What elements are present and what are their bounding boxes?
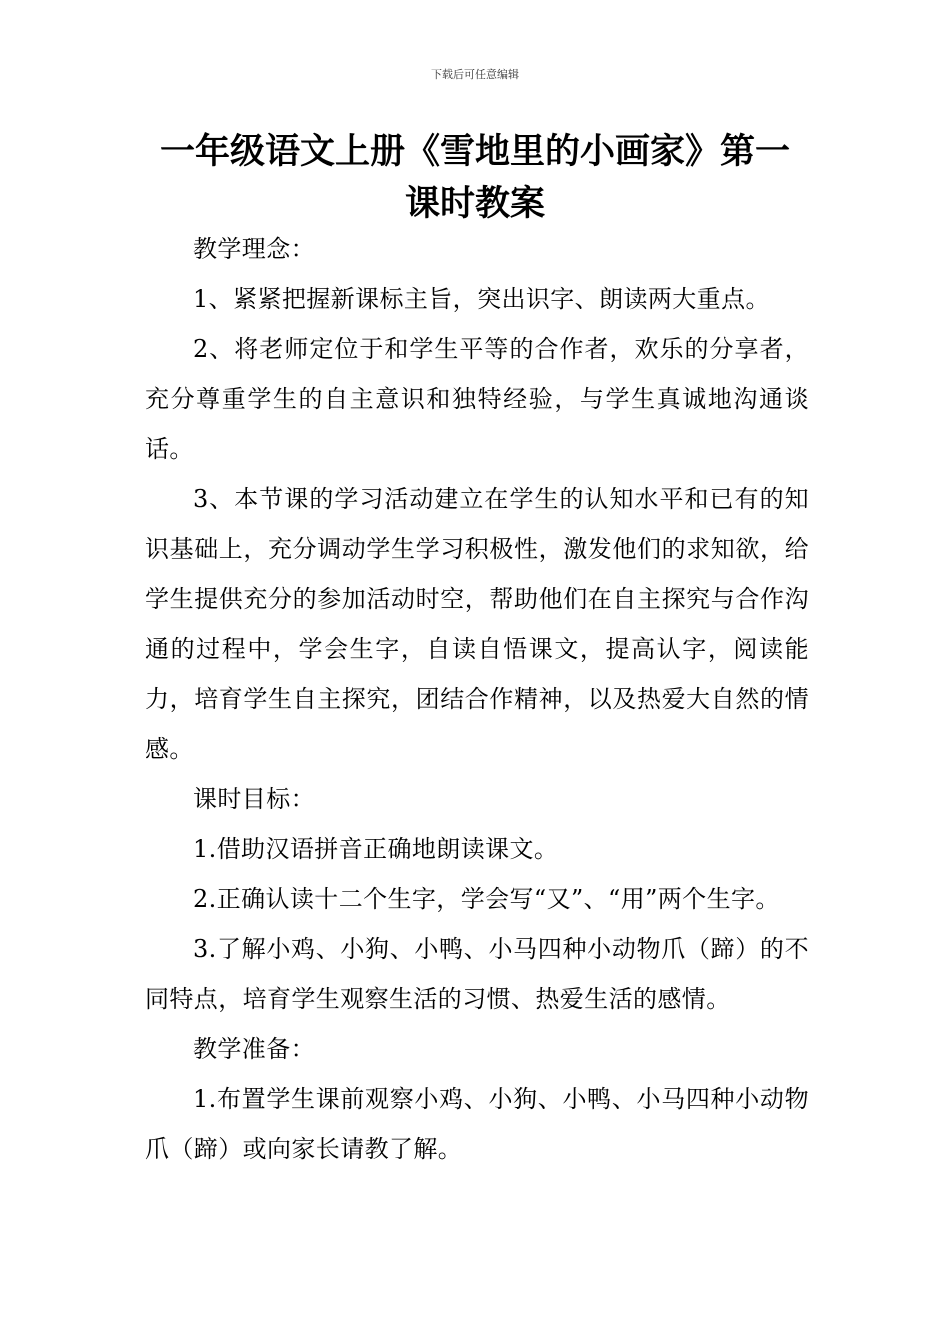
section-heading-preparation: 教学准备： (193, 1035, 315, 1063)
preparation-item-1: 1.布置学生课前观察小鸡、小狗、小鸭、小马四种小动物爪（蹄）或向家长请教了解。 (145, 1085, 809, 1163)
goal-item-3: 3.了解小鸡、小狗、小鸭、小马四种小动物爪（蹄）的不同特点，培育学生观察生活的习惯、热爱生活的感情。 (145, 935, 809, 1013)
section-heading-teaching-philosophy: 教学理念： (193, 235, 315, 263)
goal-item-2: 2.正确认读十二个生字，学会写“又”、“用”两个生字。 (193, 885, 780, 913)
document-title: 一年级语文上册《雪地里的小画家》第一课时教案 (159, 132, 790, 224)
section-heading-lesson-goals: 课时目标： (193, 785, 315, 813)
philosophy-item-3: 3、本节课的学习活动建立在学生的认知水平和已有的知识基础上，充分调动学生学习积极性，激发他们的求知欲，给学生提供充分的参加活动时空，帮助他们在自主探究与合作沟通的过程中，学会生字，自读自悟课文，提高认字，阅读能力，培育学生自主探究，团结合作精神，以及热爱大自然的情感。 (145, 485, 809, 763)
philosophy-item-2: 2、将老师定位于和学生平等的合作者，欢乐的分享者，充分尊重学生的自主意识和独特经验，与学生真诚地沟通谈话。 (145, 335, 809, 463)
philosophy-item-1: 1、紧紧把握新课标主旨，突出识字、朗读两大重点。 (193, 285, 770, 313)
document-body (145, 224, 809, 1174)
header-note: 下载后可任意编辑 (431, 68, 519, 81)
goal-item-1: 1.借助汉语拼音正确地朗读课文。 (193, 835, 559, 863)
